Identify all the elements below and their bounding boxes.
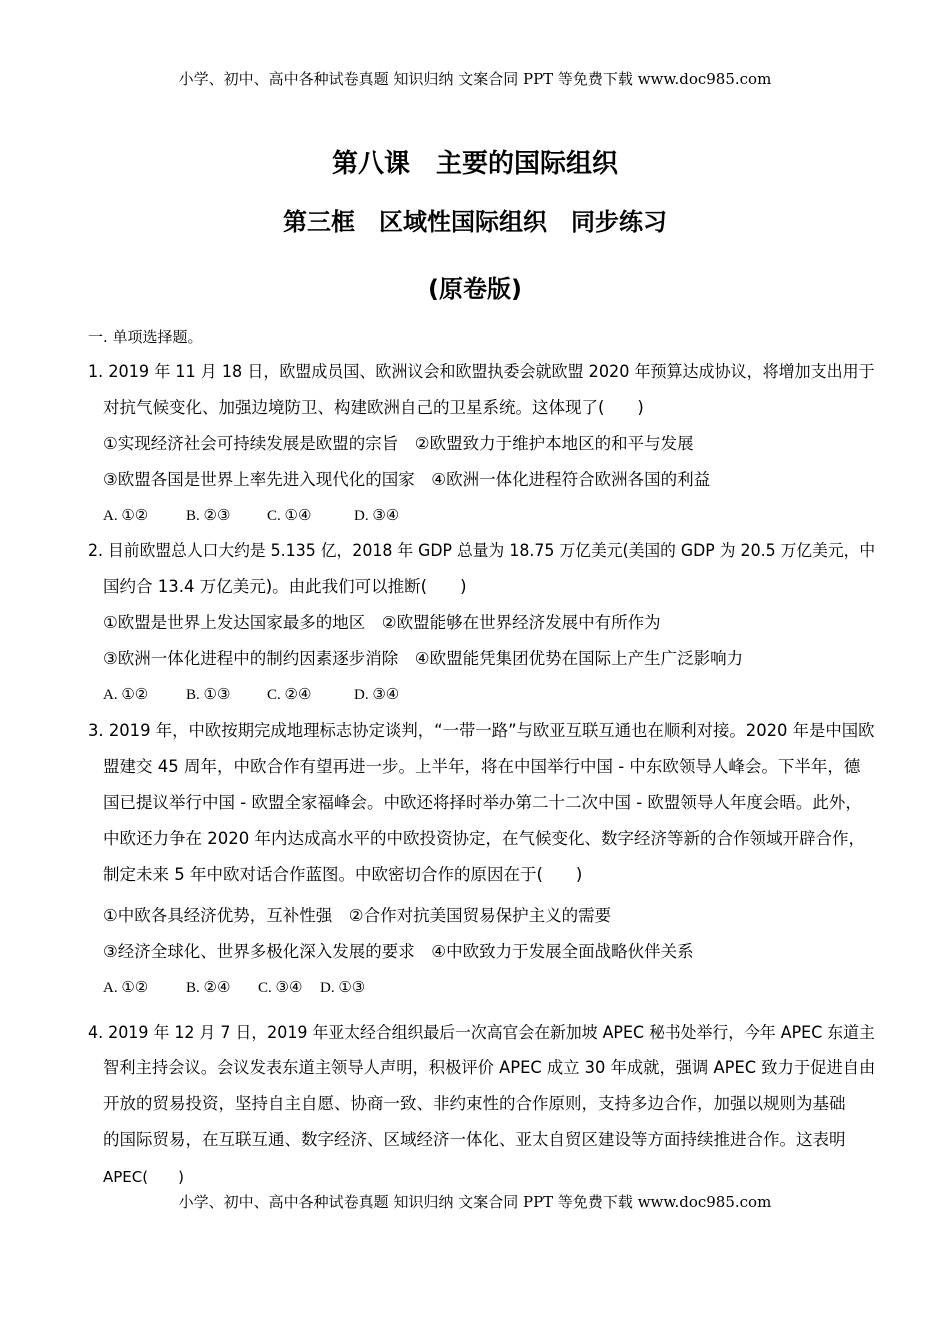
question-stem-line: 智利主持会议。会议发表东道主领导人声明，积极评价 APEC 成立 30 年成就，强调 APEC 致力于促进自由	[103, 1058, 876, 1077]
answer-options	[103, 685, 399, 705]
question-stem-line: 国约合 13.4 万亿美元)。由此我们可以推断( )	[103, 577, 467, 596]
question-stem-line: 的国际贸易，在互联互通、数字经济、区域经济一体化、亚太自贸区建设等方面持续推进合作。这表明	[103, 1130, 846, 1149]
question-stem-line: 对抗气候变化、加强边境防卫、构建欧洲自己的卫星系统。这体现了( )	[103, 398, 644, 417]
option-d[interactable]: D. ①③	[320, 980, 366, 996]
question-stem-line: 中欧还力争在 2020 年内达成高水平的中欧投资协定，在气候变化、数字经济等新的合作领域开辟合作，	[103, 829, 865, 848]
statement-line: ①实现经济社会可持续发展是欧盟的宗旨 ②欧盟致力于维护本地区的和平与发展	[103, 434, 694, 453]
statement-line: ③经济全球化、世界多极化深入发展的要求 ④中欧致力于发展全面战略伙伴关系	[103, 942, 694, 961]
option-d[interactable]: D. ③④	[354, 508, 400, 524]
option-a[interactable]: A. ①②	[103, 980, 149, 996]
version-label: (原卷版)	[428, 275, 522, 303]
statement-line: ①欧盟是世界上发达国家最多的地区 ②欧盟能够在世界经济发展中有所作为	[103, 613, 661, 632]
question-stem-line: 2. 目前欧盟总人口大约是 5.135 亿，2018 年 GDP 总量为 18.75 万亿美元(美国的 GDP 为 20.5 万亿美元，中	[88, 541, 876, 560]
option-b[interactable]: B. ②④	[186, 980, 231, 996]
question-stem-line: 3. 2019 年，中欧按期完成地理标志协定谈判，“一带一路”与欧亚互联互通也在顺利对接。2020 年是中国欧	[88, 721, 875, 740]
page-footer: 小学、初中、高中各种试卷真题 知识归纳 文案合同 PPT 等免费下载 www.doc985.com	[178, 1193, 772, 1211]
option-c[interactable]: C. ②④	[267, 687, 312, 703]
question-stem-line: 制定未来 5 年中欧对话合作蓝图。中欧密切合作的原因在于( )	[103, 865, 583, 884]
page-title: 第八课 主要的国际组织	[331, 149, 618, 179]
question-stem-line: APEC( )	[103, 1168, 184, 1186]
option-c[interactable]: C. ③④	[258, 980, 303, 996]
option-d[interactable]: D. ③④	[354, 687, 400, 703]
option-b[interactable]: B. ②③	[186, 508, 231, 524]
statement-line: ①中欧各具经济优势，互补性强 ②合作对抗美国贸易保护主义的需要	[103, 906, 612, 925]
question-stem-line: 4. 2019 年 12 月 7 日，2019 年亚太经合组织最后一次高官会在新加坡 APEC 秘书处举行，今年 APEC 东道主	[88, 1023, 875, 1042]
question-stem-line: 开放的贸易投资，坚持自主自愿、协商一致、非约束性的合作原则，支持多边合作，加强以规则为基础	[103, 1094, 846, 1113]
page-header: 小学、初中、高中各种试卷真题 知识归纳 文案合同 PPT 等免费下载 www.doc985.com	[178, 70, 772, 88]
question-stem-line: 国已提议举行中国 - 欧盟全家福峰会。中欧还将择时举办第二十二次中国 - 欧盟领导人年度会晤。此外，	[103, 793, 862, 812]
question-stem-line: 1. 2019 年 11 月 18 日，欧盟成员国、欧洲议会和欧盟执委会就欧盟 2020 年预算达成协议，将增加支出用于	[88, 362, 875, 381]
statement-line: ③欧盟各国是世界上率先进入现代化的国家 ④欧洲一体化进程符合欧洲各国的利益	[103, 470, 711, 489]
option-a[interactable]: A. ①②	[103, 687, 149, 703]
answer-options	[103, 978, 365, 998]
section-heading: 一. 单项选择题。	[88, 328, 203, 346]
option-b[interactable]: B. ①③	[186, 687, 231, 703]
question-stem-line: 盟建交 45 周年，中欧合作有望再进一步。上半年，将在中国举行中国 - 中东欧领导人峰会。下半年，德	[103, 757, 861, 776]
page-subtitle: 第三框 区域性国际组织 同步练习	[283, 208, 667, 236]
statement-line: ③欧洲一体化进程中的制约因素逐步消除 ④欧盟能凭集团优势在国际上产生广泛影响力	[103, 649, 744, 668]
answer-options	[103, 506, 399, 526]
option-a[interactable]: A. ①②	[103, 508, 149, 524]
option-c[interactable]: C. ①④	[267, 508, 312, 524]
